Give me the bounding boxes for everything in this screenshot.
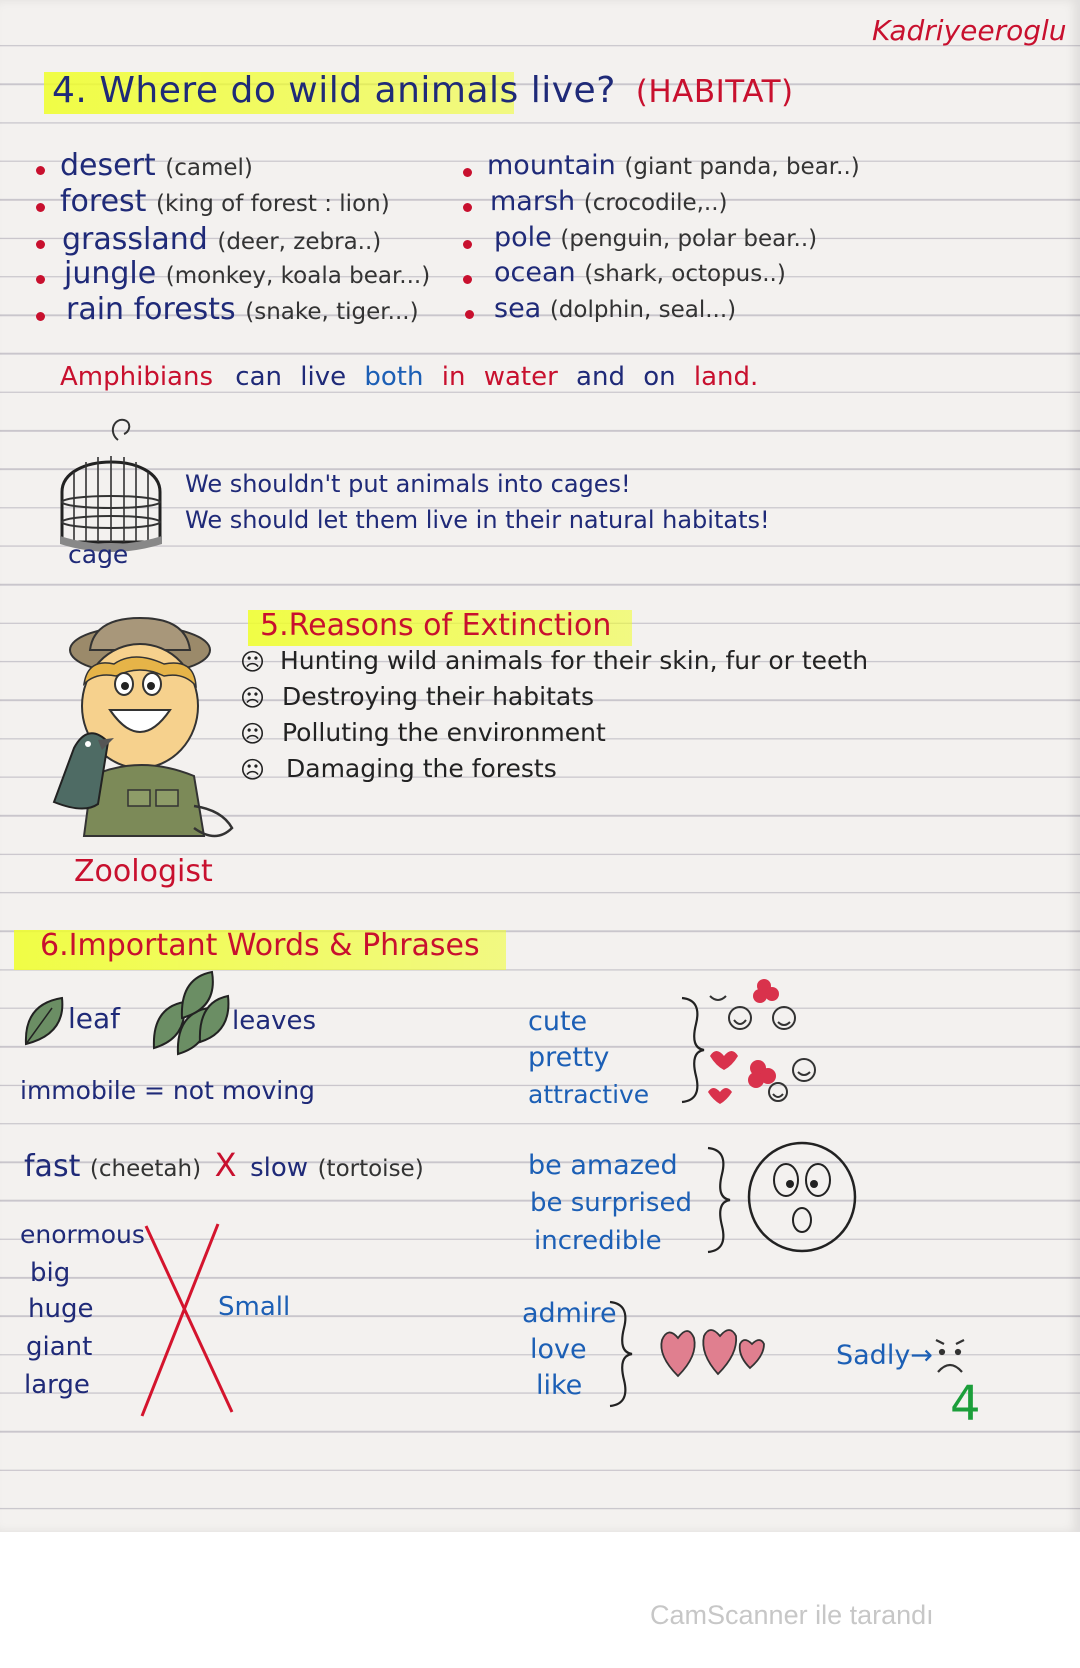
bullet [36, 275, 45, 284]
amazed-word: be amazed [528, 1150, 678, 1181]
bullet [463, 203, 472, 212]
leaves-word: leaves [232, 1006, 317, 1036]
sad-face-icon [928, 1334, 972, 1378]
habitat-item: jungle (monkey, koala bear...) [64, 256, 431, 291]
section4-number: 4. [52, 70, 88, 111]
sad-face-icon: ☹ [240, 720, 266, 748]
bullet [463, 240, 472, 249]
smiley-flowers-icon [700, 972, 820, 1112]
amazed-word: incredible [534, 1226, 662, 1256]
bullet [36, 240, 45, 249]
habitat-item: sea (dolphin, seal...) [494, 293, 737, 324]
habitat-item: grassland (deer, zebra..) [62, 222, 382, 257]
cute-word: attractive [528, 1080, 650, 1109]
cute-word: cute [528, 1006, 588, 1037]
zoologist-label: Zoologist [74, 854, 213, 889]
reason-item: Polluting the environment [282, 718, 606, 747]
sad-face-icon: ☹ [240, 648, 266, 676]
big-word: huge [28, 1294, 94, 1324]
habitat-item: rain forests (snake, tiger...) [66, 292, 419, 327]
section6-title: Important Words & Phrases [68, 928, 480, 963]
big-word: big [30, 1258, 71, 1288]
cage-message-1: We shouldn't put animals into cages! [185, 470, 631, 498]
brace-icon [604, 1298, 634, 1410]
sad-face-icon: ☹ [240, 684, 266, 712]
bullet [463, 168, 472, 177]
bullet [465, 310, 474, 319]
habitat-item: ocean (shark, octopus..) [494, 257, 786, 288]
author-signature: Kadriyeeroglu [872, 14, 1067, 47]
section4-subtitle: (HABITAT) [635, 74, 794, 110]
bullet [36, 166, 45, 175]
sad-face-icon: ☹ [240, 756, 266, 784]
hearts-icon [658, 1322, 768, 1382]
section4-title: Where do wild animals live? [99, 70, 616, 111]
section5-title: Reasons of Extinction [288, 608, 612, 643]
amphibians-sentence: Amphibians can live both in water and on land. [60, 362, 759, 392]
leaves-icon [148, 968, 232, 1058]
reason-item: Destroying their habitats [282, 682, 595, 711]
section5-number: 5. [260, 608, 289, 643]
zoologist-illustration [44, 614, 240, 850]
leaf-word: leaf [68, 1002, 121, 1035]
surprised-face-icon [746, 1140, 858, 1254]
scanner-watermark: CamScanner ile tarandı [650, 1600, 934, 1630]
amazed-word: be surprised [530, 1188, 692, 1218]
cage-label: cage [68, 540, 129, 569]
habitat-item: pole (penguin, polar bear..) [494, 222, 818, 253]
cute-word: pretty [528, 1042, 610, 1073]
brace-icon [702, 1144, 732, 1256]
habitat-item: forest (king of forest : lion) [60, 184, 390, 219]
admire-word: admire [522, 1298, 617, 1329]
habitat-item: mountain (giant panda, bear..) [487, 150, 860, 181]
bullet [36, 312, 45, 321]
section5-heading [260, 608, 611, 643]
section6-number: 6. [40, 928, 69, 963]
fast-word: fast (cheetah) X slow (tortoise) [24, 1146, 424, 1184]
reason-item: Damaging the forests [286, 754, 557, 783]
bullet [36, 203, 45, 212]
immobile-definition: immobile = not moving [20, 1076, 315, 1105]
big-word: large [24, 1370, 90, 1400]
habitat-item: marsh (crocodile,..) [490, 186, 728, 217]
sadly-word: Sadly→ [836, 1340, 933, 1371]
admire-word: love [530, 1334, 587, 1365]
admire-word: like [536, 1370, 583, 1401]
cage-message-2: We should let them live in their natural habitats! [185, 506, 770, 534]
section4-heading [52, 70, 794, 111]
leaf-icon [22, 994, 66, 1048]
big-word: giant [26, 1332, 93, 1362]
big-word: enormous [20, 1220, 145, 1249]
page-number: 4 [950, 1376, 981, 1432]
reason-item: Hunting wild animals for their skin, fur or teeth [280, 646, 869, 675]
small-word: Small [218, 1292, 291, 1322]
section6-heading [40, 928, 480, 963]
bullet [463, 275, 472, 284]
habitat-item: desert (camel) [60, 148, 253, 183]
